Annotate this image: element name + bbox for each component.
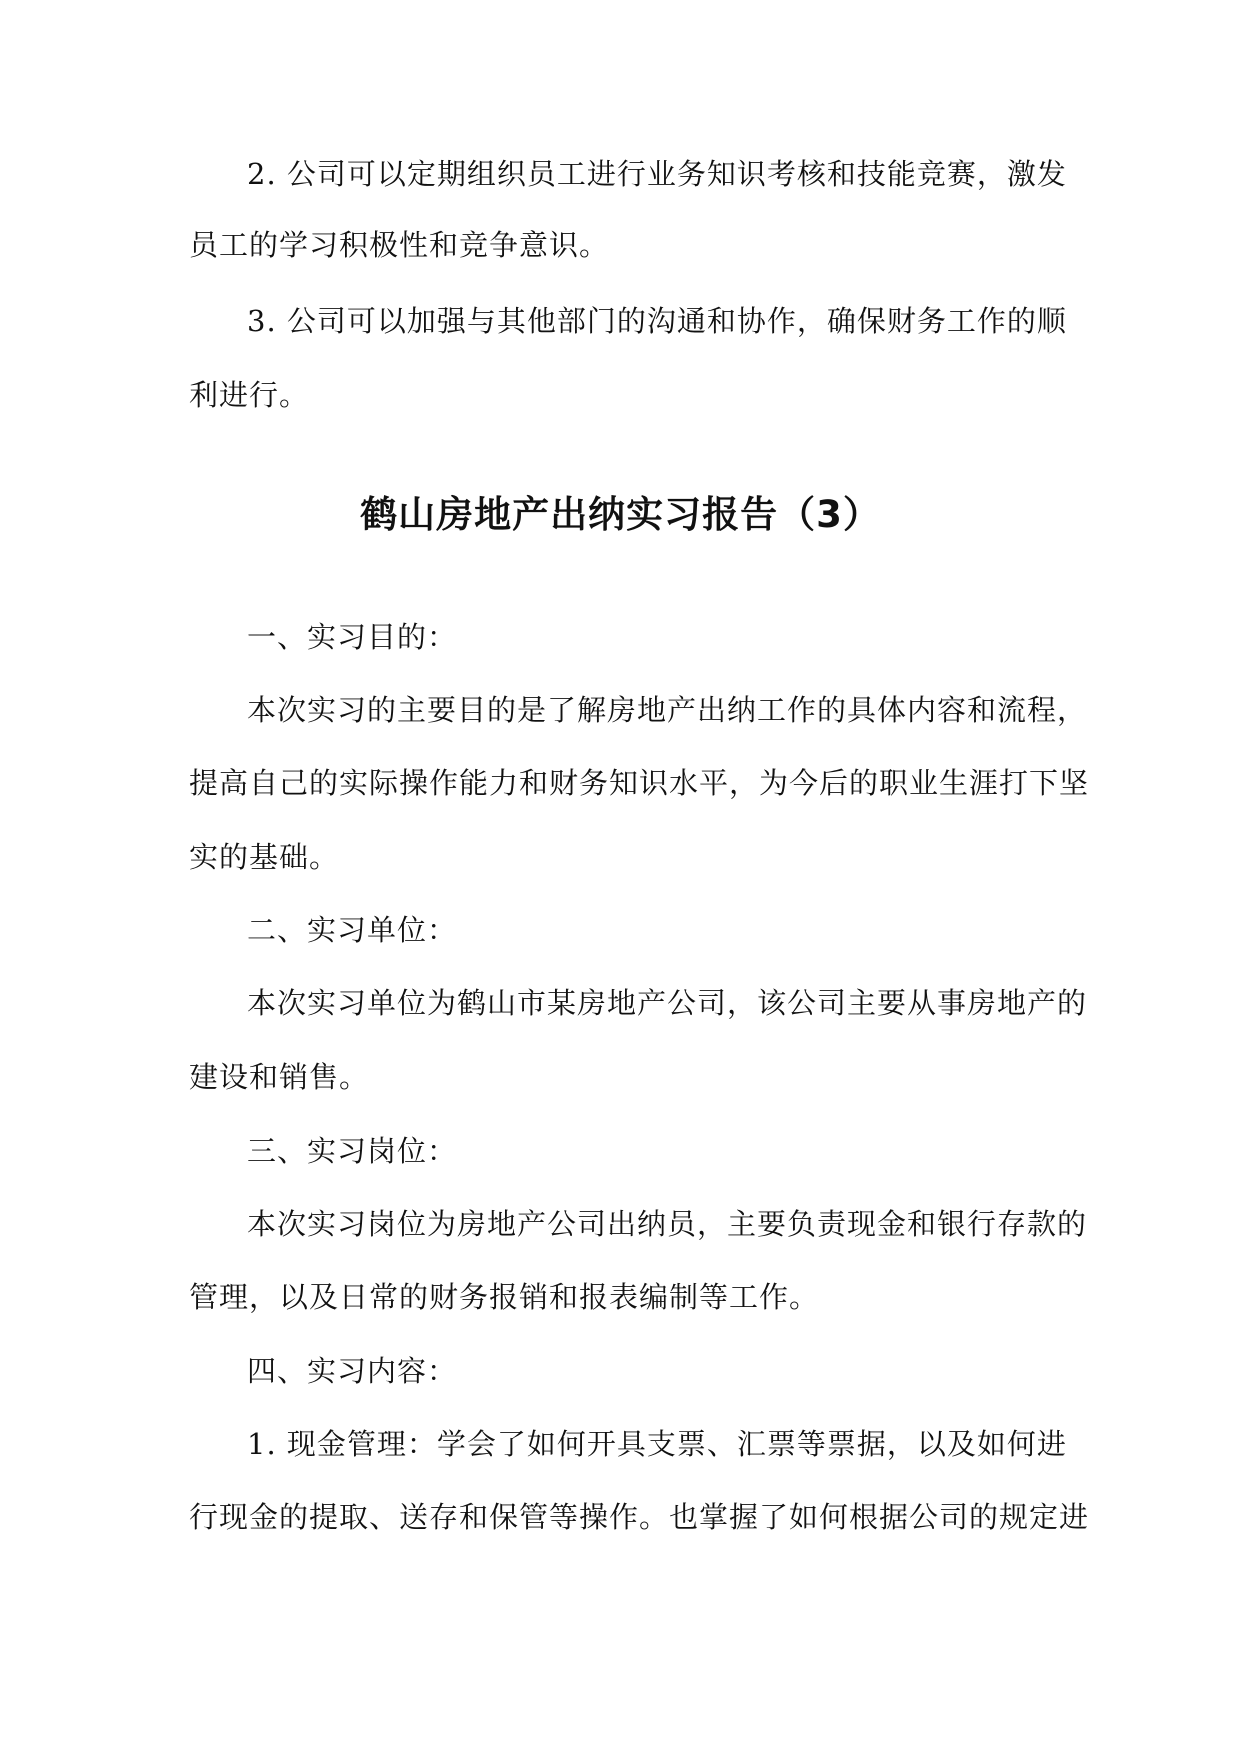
paragraph-line: 利进行。 xyxy=(189,378,310,412)
section-heading: 四、实习内容： xyxy=(247,1354,458,1388)
paragraph-line: 1. 现金管理：学会了如何开具支票、汇票等票据，以及如何进 xyxy=(247,1427,1067,1461)
paragraph-line: 建设和销售。 xyxy=(189,1060,370,1094)
paragraph-line: 2. 公司可以定期组织员工进行业务知识考核和技能竞赛，激发 xyxy=(247,157,1067,191)
paragraph-line: 实的基础。 xyxy=(189,840,340,874)
paragraph-line: 提高自己的实际操作能力和财务知识水平，为今后的职业生涯打下坚 xyxy=(189,766,1090,800)
section-heading: 一、实习目的： xyxy=(247,620,458,654)
section-title: 鹤山房地产出纳实习报告（3） xyxy=(360,493,881,536)
paragraph-line: 本次实习单位为鹤山市某房地产公司，该公司主要从事房地产的 xyxy=(247,986,1088,1020)
paragraph-line: 管理，以及日常的财务报销和报表编制等工作。 xyxy=(189,1280,820,1314)
paragraph-line: 3. 公司可以加强与其他部门的沟通和协作，确保财务工作的顺 xyxy=(247,304,1067,338)
paragraph-line: 行现金的提取、送存和保管等操作。也掌握了如何根据公司的规定进 xyxy=(189,1500,1090,1534)
section-heading: 二、实习单位： xyxy=(247,913,458,947)
paragraph-line: 本次实习的主要目的是了解房地产出纳工作的具体内容和流程， xyxy=(247,693,1088,727)
paragraph-line: 本次实习岗位为房地产公司出纳员，主要负责现金和银行存款的 xyxy=(247,1207,1088,1241)
section-heading: 三、实习岗位： xyxy=(247,1134,458,1168)
paragraph-line: 员工的学习积极性和竞争意识。 xyxy=(189,228,610,262)
